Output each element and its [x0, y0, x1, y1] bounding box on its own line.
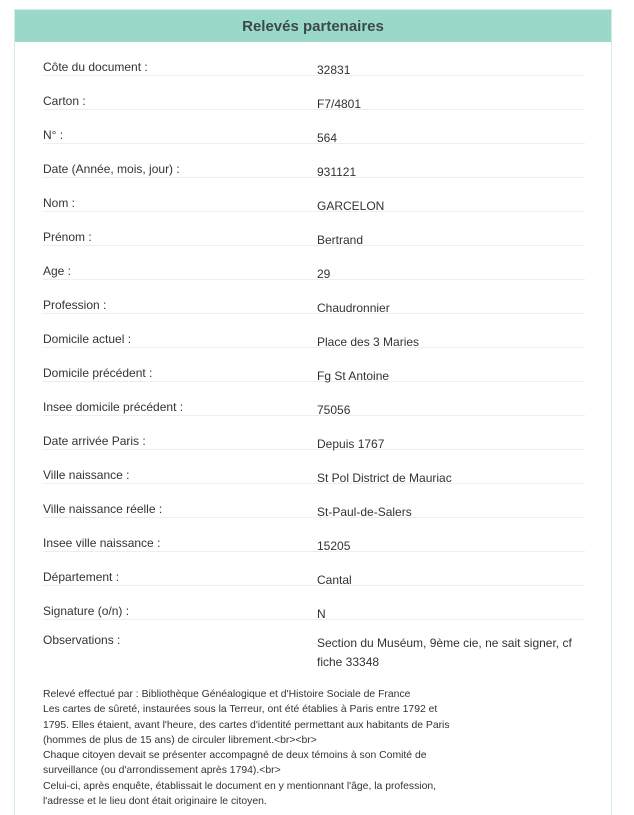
field-value: 15205: [317, 539, 351, 553]
field-label: Observations :: [43, 633, 121, 647]
field-row-ville-naissance: [43, 450, 585, 484]
field-label: Insee domicile précédent :: [43, 400, 184, 414]
field-value: 75056: [317, 403, 351, 417]
field-label: Date arrivée Paris :: [43, 434, 146, 448]
field-value: Place des 3 Maries: [317, 335, 420, 349]
field-value: 29: [317, 267, 331, 281]
field-row-carton: [43, 76, 585, 110]
note-line: surveillance (ou d'arrondissement après 1794).<br>: [43, 765, 281, 777]
field-label: Insee ville naissance :: [43, 536, 161, 550]
note-line: Chaque citoyen devait se présenter accompagné de deux témoins à son Comité de: [43, 750, 427, 762]
field-row-insee-ville-naissance: [43, 518, 585, 552]
field-row-observations: [43, 620, 585, 677]
field-value: 32831: [317, 63, 351, 77]
field-row-domicile-actuel: [43, 314, 585, 348]
field-label: Age :: [43, 264, 72, 278]
note-line: Celui-ci, après enquête, établissait le document en y mentionnant l'âge, la profession,: [43, 780, 437, 792]
note-line: Relevé effectué par : Bibliothèque Généalogique et d'Histoire Sociale de France: [43, 689, 411, 700]
field-value: GARCELON: [317, 199, 385, 213]
field-label: N° :: [43, 128, 64, 142]
field-row-profession: [43, 280, 585, 314]
field-label: Date (Année, mois, jour) :: [43, 162, 180, 176]
field-label: Ville naissance :: [43, 468, 130, 482]
field-row-age: [43, 246, 585, 280]
field-row-ville-naissance-reelle: [43, 484, 585, 518]
field-value: 564: [317, 131, 338, 145]
field-label: Prénom :: [43, 230, 92, 244]
field-label: Département :: [43, 570, 120, 584]
field-label: Domicile précédent :: [43, 366, 153, 380]
field-value: 931121: [317, 165, 357, 179]
field-row-date: [43, 144, 585, 178]
field-label: Nom :: [43, 196, 76, 210]
field-row-numero: [43, 110, 585, 144]
field-row-prenom: [43, 212, 585, 246]
note-line: Les cartes de sûreté, instaurées sous la Terreur, ont été établies à Paris entre 1792 et: [43, 704, 438, 716]
field-value: N: [317, 607, 326, 621]
card-title: Relevés partenaires: [242, 18, 384, 35]
field-row-domicile-precedent: [43, 348, 585, 382]
field-value: Section du Muséum, 9ème cie, ne sait signer, cf fiche 33348: [317, 636, 572, 669]
field-value: Depuis 1767: [317, 437, 385, 451]
field-value: St-Paul-de-Salers: [317, 505, 412, 519]
field-row-insee-domicile: [43, 382, 585, 416]
field-list: [43, 42, 585, 677]
note-line: 1795. Elles étaient, avant l'heure, des cartes d'identité permettant aux habitants de Paris: [43, 719, 450, 731]
field-value: Bertrand: [317, 233, 364, 247]
field-value: St Pol District de Mauriac: [317, 471, 452, 485]
field-value: Cantal: [317, 573, 352, 587]
field-row-signature: [43, 586, 585, 620]
card-header: [15, 10, 611, 42]
field-row-nom: [43, 178, 585, 212]
field-label: Carton :: [43, 94, 86, 108]
field-label: Signature (o/n) :: [43, 604, 130, 618]
field-label: Profession :: [43, 298, 107, 312]
field-value: Fg St Antoine: [317, 369, 390, 383]
source-notes: [43, 687, 583, 809]
field-value: F7/4801: [317, 97, 362, 111]
field-value: Chaudronnier: [317, 301, 390, 315]
record-card: [14, 9, 612, 815]
field-row-departement: [43, 552, 585, 586]
field-row-date-arrivee: [43, 416, 585, 450]
field-label: Côte du document :: [43, 60, 148, 74]
note-line: (hommes de plus de 15 ans) de circuler librement.<br><br>: [43, 734, 317, 746]
field-row-cote: [43, 42, 585, 76]
note-line: l'adresse et le lieu dont était originaire le citoyen.: [43, 796, 267, 808]
field-label: Domicile actuel :: [43, 332, 132, 346]
field-label: Ville naissance réelle :: [43, 502, 163, 516]
